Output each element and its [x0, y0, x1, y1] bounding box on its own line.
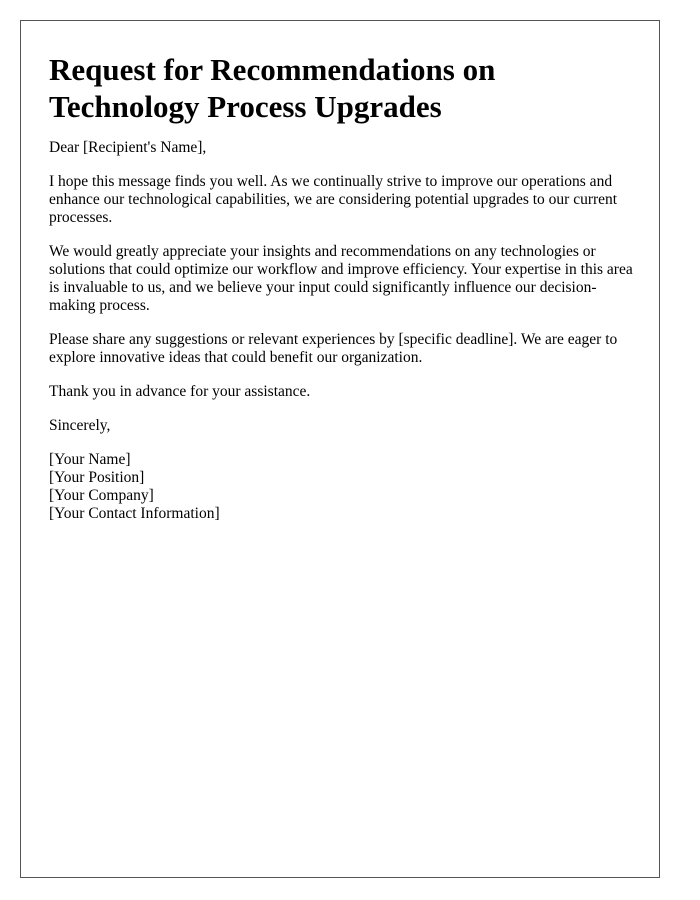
signature-position: [Your Position] — [49, 469, 145, 486]
closing: Sincerely, — [49, 417, 111, 434]
body-paragraph-4: Thank you in advance for your assistance. — [49, 383, 311, 400]
signature-name: [Your Name] — [49, 451, 131, 468]
letter-title: Request for Recommendations on Technology Process Upgrades — [49, 52, 496, 124]
signature-block — [49, 451, 639, 523]
body-paragraph-2: We would greatly appreciate your insights and recommendations on any technologies or solutions that could optimize our workflow and improve efficiency. Your expertise in this area is invaluable to us, and we believe your input could significantly influence our decision-making process. — [49, 243, 633, 314]
letter-content — [49, 51, 639, 523]
salutation: Dear [Recipient's Name], — [49, 139, 207, 156]
body-paragraph-3: Please share any suggestions or relevant experiences by [specific deadline]. We are eager to explore innovative ideas that could benefit our organization. — [49, 331, 618, 366]
body-paragraph-1: I hope this message finds you well. As we continually strive to improve our operations and enhance our technological capabilities, we are considering potential upgrades to our current processes. — [49, 173, 618, 226]
signature-company: [Your Company] — [49, 487, 154, 504]
signature-contact: [Your Contact Information] — [49, 505, 220, 522]
letter-page — [20, 20, 660, 878]
